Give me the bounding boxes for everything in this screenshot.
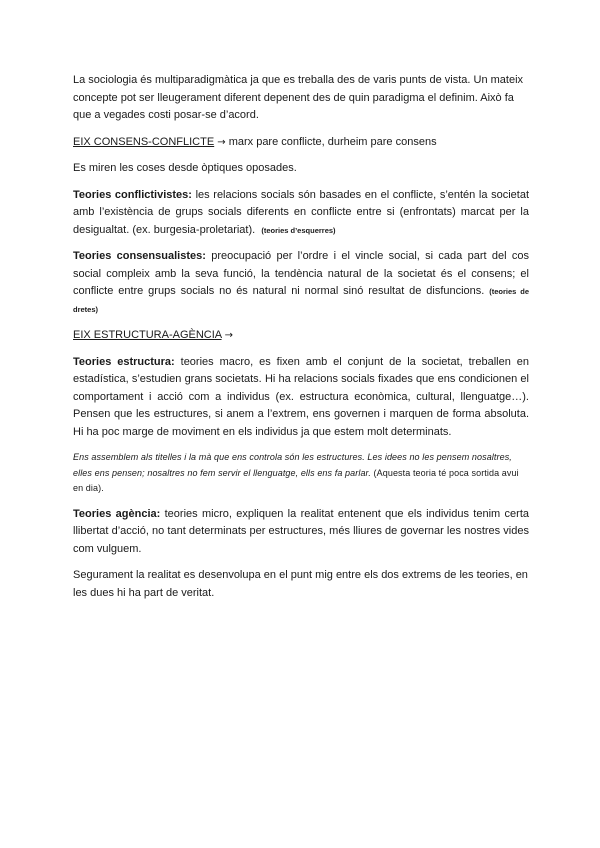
conflict-theories-text: les relacions socials són basades en el conflicte, s’entén la societat amb l’existència de grups socials diferents en conflicte entre si (enfrontats) marcat per la desigualtat. (ex. burgesia-proletariat). xyxy=(73,188,530,236)
axis-structure-agency-heading xyxy=(73,327,529,345)
puppet-quote-paragraph xyxy=(73,450,529,497)
puppet-quote-note: (Aquesta teoria té poca sortida avui en dia). xyxy=(73,467,519,493)
intro-paragraph: La sociologia és multiparadigmàtica ja que es treballa des de varis punts de vista. Un mateix concepte pot ser lleugerament diferent depenent des de quin paradigma el definim. Això fa que a vegades costi posar-se d’acord. xyxy=(73,74,524,121)
arrow-right-icon: → xyxy=(224,330,233,341)
document-page xyxy=(73,72,529,611)
structure-theories-text: teories macro, es fixen amb el conjunt de la societat, treballen en estadística, s’estudien grans societats. Hi ha relacions socials fixades que ens condicionen el comportament i acció com a individus (ex. estructura econòmica, cultural, llenguatge…). Pensen que les estructures, si anem a l’extrem, ens governen i marquen de forma absoluta. Hi ha poc marge de moviment en els individus ja que estem molt determinats. xyxy=(73,355,529,438)
agency-theories-label: Teories agència: xyxy=(73,507,161,520)
consensus-theories-note: (teories de dretes) xyxy=(73,287,529,314)
conflict-theories-note: (teories d’esquerres) xyxy=(261,225,336,235)
consensus-theories-paragraph xyxy=(73,248,529,318)
conflict-theories-label: Teories conflictivistes: xyxy=(73,188,192,201)
perspectives-paragraph: Es miren les coses desde òptiques oposades. xyxy=(73,162,297,174)
axis-structure-agency-title: EIX ESTRUCTURA-AGÈNCIA xyxy=(73,329,222,341)
consensus-theories-label: Teories consensualistes: xyxy=(73,250,206,262)
arrow-right-icon: → xyxy=(217,136,226,148)
axis-consensus-conflict-title: EIX CONSENS-CONFLICTE xyxy=(73,135,215,148)
axis-consensus-conflict-heading xyxy=(73,134,529,152)
axis-consensus-conflict-description: marx pare conflicte, durheim pare consens xyxy=(225,135,437,148)
puppet-quote-text: Ens assemblem als titelles i la mà que ens controla són les estructures. Les idees no les pensem nosaltres, elles ens pensen; nosaltres no fem servir el llenguatge, ells ens fa parlar. xyxy=(73,452,512,478)
structure-theories-paragraph xyxy=(73,354,529,442)
agency-theories-text: teories micro, expliquen la realitat entenent que els individus tenim certa llibertat d’acció, no tant determinats per estructures, més lliures de governar les nostres vides com vulguem. xyxy=(73,507,529,555)
conclusion-paragraph: Segurament la realitat es desenvolupa en el punt mig entre els dos extrems de les teories, en les dues hi ha part de veritat. xyxy=(73,569,528,599)
structure-theories-label: Teories estructura: xyxy=(73,355,175,368)
agency-theories-paragraph xyxy=(73,506,529,559)
conflict-theories-paragraph xyxy=(73,187,529,240)
consensus-theories-text: preocupació per l’ordre i el vincle social, si cada part del cos social compleix amb la seva funció, la tendència natural de la societat és el consens; el conflicte entre grups socials no és natural ni normal sinó resultat de disfuncions. xyxy=(73,250,529,297)
